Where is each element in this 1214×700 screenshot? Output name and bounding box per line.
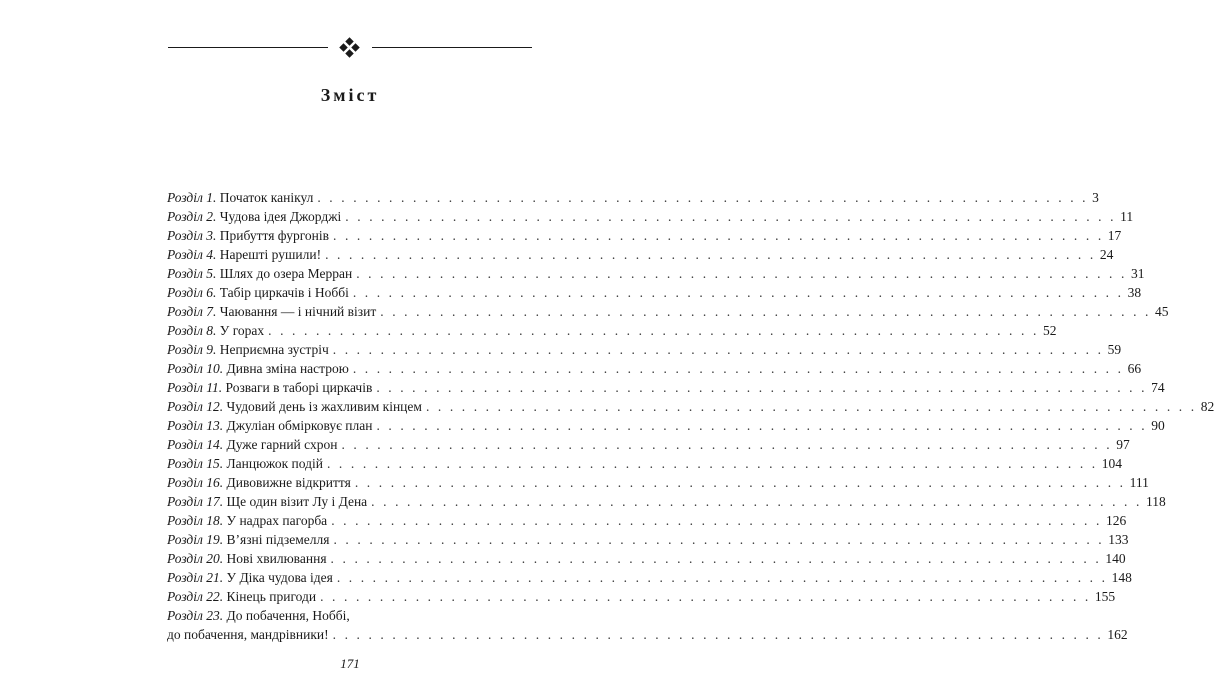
- toc-entry: [167, 492, 1166, 511]
- toc-entry: [167, 473, 1149, 492]
- chapter-page-number: 104: [1101, 456, 1122, 471]
- dot-leader: . . . . . . . . . . . . . . . . . . . . . . . . . . . . . . . . . . . . . . . . . . . . . . . . . . . . . . . . . . . . . . . . .: [352, 285, 1124, 300]
- toc-entry: [167, 188, 1099, 207]
- chapter-label: Розділ 7.: [167, 304, 217, 319]
- header-ornament: [168, 38, 532, 58]
- chapter-label: Розділ 17.: [167, 494, 224, 509]
- dot-leader: . . . . . . . . . . . . . . . . . . . . . . . . . . . . . . . . . . . . . . . . . . . . . . . . . . . . . . . . . . . . . . . . .: [333, 532, 1105, 547]
- chapter-title: У Діка чудова ідея: [226, 570, 333, 585]
- chapter-title: У надрах пагорба: [226, 513, 328, 528]
- chapter-page-number: 74: [1151, 380, 1165, 395]
- dot-leader: . . . . . . . . . . . . . . . . . . . . . . . . . . . . . . . . . . . . . . . . . . . . . . . . . . . . . . . . . . . . . . . . .: [376, 418, 1148, 433]
- toc-entry: [167, 416, 1165, 435]
- dot-leader: . . . . . . . . . . . . . . . . . . . . . . . . . . . . . . . . . . . . . . . . . . . . . . . . . . . . . . . . . . . . . . . . .: [354, 475, 1126, 490]
- page-title: Зміст: [320, 85, 380, 105]
- chapter-page-number: 97: [1116, 437, 1130, 452]
- ornament-rule-left: [168, 47, 328, 48]
- chapter-page-number: 52: [1042, 323, 1057, 338]
- chapter-title: Початок канікул: [219, 190, 314, 205]
- chapter-title: Чудовий день із жахливим кінцем: [226, 399, 422, 414]
- dot-leader: . . . . . . . . . . . . . . . . . . . . . . . . . . . . . . . . . . . . . . . . . . . . . . . . . . . . . . . . . . . . . . . . .: [380, 304, 1152, 319]
- page-number: 171: [340, 656, 360, 671]
- chapter-label: Розділ 14.: [167, 437, 224, 452]
- toc-entry: [167, 359, 1142, 378]
- dot-leader: . . . . . . . . . . . . . . . . . . . . . . . . . . . . . . . . . . . . . . . . . . . . . . . . . . . . . . . . . . . . . . . . .: [356, 266, 1127, 281]
- chapter-page-number: 133: [1108, 532, 1129, 547]
- chapter-label: Розділ 21.: [167, 570, 224, 585]
- chapter-label: Розділ 4.: [167, 247, 217, 262]
- dot-leader: . . . . . . . . . . . . . . . . . . . . . . . . . . . . . . . . . . . . . . . . . . . . . . . . . . . . . . . . . . . . . . . . .: [317, 190, 1089, 205]
- dot-leader: . . . . . . . . . . . . . . . . . . . . . . . . . . . . . . . . . . . . . . . . . . . . . . . . . . . . . . . . . . . . . . . . .: [332, 627, 1104, 642]
- chapter-page-number: 111: [1129, 475, 1149, 490]
- dot-leader: . . . . . . . . . . . . . . . . . . . . . . . . . . . . . . . . . . . . . . . . . . . . . . . . . . . . . . . . . . . . . . . . .: [332, 342, 1104, 357]
- dot-leader: . . . . . . . . . . . . . . . . . . . . . . . . . . . . . . . . . . . . . . . . . . . . . . . . . . . . . . . . . . . . . . . . .: [326, 456, 1098, 471]
- toc-entry: [167, 549, 1126, 568]
- ornament-rule-right: [372, 47, 532, 48]
- chapter-title: Табір циркачів і Ноббі: [219, 285, 349, 300]
- chapter-page-number: 148: [1111, 570, 1132, 585]
- chapter-page-number: 66: [1127, 361, 1142, 376]
- toc-entry: [167, 340, 1122, 359]
- chapter-label: Розділ 11.: [167, 380, 223, 395]
- chapter-label: Розділ 22.: [167, 589, 224, 604]
- dot-leader: . . . . . . . . . . . . . . . . . . . . . . . . . . . . . . . . . . . . . . . . . . . . . . . . . . . . . . . . . . . . . . . . .: [331, 513, 1102, 528]
- chapter-title: Шлях до озера Мерран: [219, 266, 353, 281]
- chapter-label: Розділ 19.: [167, 532, 224, 547]
- chapter-page-number: 45: [1155, 304, 1169, 319]
- chapter-title: Дивна зміна настрою: [226, 361, 349, 376]
- chapter-page-number: 17: [1107, 228, 1122, 243]
- diamond-ornament-icon: [335, 38, 365, 58]
- toc-entry: [167, 378, 1165, 397]
- chapter-page-number: 82: [1200, 399, 1214, 414]
- chapter-page-number: 126: [1105, 513, 1127, 528]
- dot-leader: . . . . . . . . . . . . . . . . . . . . . . . . . . . . . . . . . . . . . . . . . . . . . . . . . . . . . . . . . . . . . . . . .: [330, 551, 1102, 566]
- chapter-page-number: 24: [1099, 247, 1114, 262]
- chapter-title: Розваги в таборі циркачів: [225, 380, 373, 395]
- chapter-label: Розділ 20.: [167, 551, 224, 566]
- chapter-title: Ще один візит Лу і Дена: [226, 494, 368, 509]
- chapter-label: Розділ 8.: [167, 323, 217, 338]
- dot-leader: . . . . . . . . . . . . . . . . . . . . . . . . . . . . . . . . . . . . . . . . . . . . . . . . . . . . . . . . . . . . . . . . .: [341, 437, 1113, 452]
- chapter-label: Розділ 10.: [167, 361, 224, 376]
- toc-entry: [167, 207, 1134, 226]
- chapter-title: В’язні підземелля: [226, 532, 330, 547]
- dot-leader: . . . . . . . . . . . . . . . . . . . . . . . . . . . . . . . . . . . . . . . . . . . . . . . . . . . . . . . . . . . . . . . . .: [352, 361, 1124, 376]
- chapter-label: Розділ 16.: [167, 475, 224, 490]
- chapter-page-number: 11: [1120, 209, 1134, 224]
- chapter-page-number: 3: [1092, 190, 1099, 205]
- chapter-label: Розділ 9.: [167, 342, 217, 357]
- chapter-label: Розділ 1.: [167, 190, 217, 205]
- chapter-title: У горах: [219, 323, 265, 338]
- chapter-label: Розділ 23.: [167, 608, 224, 623]
- chapter-title: Дивовижне відкриття: [226, 475, 351, 490]
- chapter-title: Прибуття фургонів: [219, 228, 330, 243]
- chapter-title: Чаювання — і нічний візит: [219, 304, 377, 319]
- chapter-label: Розділ 3.: [167, 228, 217, 243]
- chapter-title: Нарешті рушили!: [219, 247, 322, 262]
- chapter-title: Неприємна зустріч: [219, 342, 329, 357]
- chapter-label: Розділ 5.: [167, 266, 217, 281]
- chapter-label: Розділ 18.: [167, 513, 224, 528]
- chapter-label: Розділ 13.: [167, 418, 224, 433]
- dot-leader: . . . . . . . . . . . . . . . . . . . . . . . . . . . . . . . . . . . . . . . . . . . . . . . . . . . . . . . . . . . . . . . . .: [336, 570, 1108, 585]
- toc-entry: [167, 454, 1122, 473]
- chapter-label: Розділ 12.: [167, 399, 224, 414]
- toc-entry: [167, 302, 1169, 321]
- table-of-contents: [167, 188, 1214, 644]
- chapter-title: Ланцюжок подій: [226, 456, 323, 471]
- toc-entry: [167, 435, 1130, 454]
- chapter-title: Джуліан обмірковує план: [226, 418, 373, 433]
- toc-entry: [167, 321, 1057, 340]
- dot-leader: . . . . . . . . . . . . . . . . . . . . . . . . . . . . . . . . . . . . . . . . . . . . . . . . . . . . . . . . . . . . . . . . .: [371, 494, 1142, 509]
- chapter-label: Розділ 15.: [167, 456, 224, 471]
- chapter-title: До побачення, Ноббі,: [226, 608, 350, 623]
- toc-entry: [167, 226, 1122, 245]
- toc-entry: [167, 283, 1142, 302]
- chapter-label: Розділ 6.: [167, 285, 217, 300]
- dot-leader: . . . . . . . . . . . . . . . . . . . . . . . . . . . . . . . . . . . . . . . . . . . . . . . . . . . . . . . . . . . . . . . . .: [333, 228, 1104, 243]
- chapter-title-continuation: до побачення, мандрівники!: [167, 627, 329, 642]
- toc-entry: [167, 511, 1127, 530]
- chapter-page-number: 162: [1107, 627, 1128, 642]
- chapter-page-number: 38: [1127, 285, 1142, 300]
- dot-leader: . . . . . . . . . . . . . . . . . . . . . . . . . . . . . . . . . . . . . . . . . . . . . . . . . . . . . . . . . . . . . . . . .: [268, 323, 1039, 338]
- chapter-title: Дуже гарний схрон: [226, 437, 338, 452]
- toc-entry: [167, 397, 1214, 416]
- chapter-page-number: 140: [1105, 551, 1126, 566]
- toc-entry: [167, 587, 1116, 606]
- toc-entry: [167, 264, 1145, 283]
- chapter-title: Кінець пригоди: [226, 589, 317, 604]
- dot-leader: . . . . . . . . . . . . . . . . . . . . . . . . . . . . . . . . . . . . . . . . . . . . . . . . . . . . . . . . . . . . . . . . .: [345, 209, 1117, 224]
- chapter-title: Чудова ідея Джорджі: [219, 209, 342, 224]
- chapter-title: Нові хвилювання: [226, 551, 327, 566]
- chapter-page-number: 118: [1145, 494, 1166, 509]
- toc-entry: [167, 606, 531, 625]
- chapter-page-number: 31: [1130, 266, 1145, 281]
- toc-entry: [167, 530, 1129, 549]
- toc-entry-continuation: [167, 625, 1128, 644]
- chapter-page-number: 90: [1151, 418, 1165, 433]
- dot-leader: . . . . . . . . . . . . . . . . . . . . . . . . . . . . . . . . . . . . . . . . . . . . . . . . . . . . . . . . . . . . . . . . .: [320, 589, 1091, 604]
- chapter-label: Розділ 2.: [167, 209, 217, 224]
- chapter-page-number: 155: [1094, 589, 1116, 604]
- dot-leader: . . . . . . . . . . . . . . . . . . . . . . . . . . . . . . . . . . . . . . . . . . . . . . . . . . . . . . . . . . . . . . . . .: [376, 380, 1148, 395]
- dot-leader: . . . . . . . . . . . . . . . . . . . . . . . . . . . . . . . . . . . . . . . . . . . . . . . . . . . . . . . . . . . . . . . . .: [425, 399, 1197, 414]
- dot-leader: . . . . . . . . . . . . . . . . . . . . . . . . . . . . . . . . . . . . . . . . . . . . . . . . . . . . . . . . . . . . . . . . .: [325, 247, 1096, 262]
- toc-entry: [167, 568, 1132, 587]
- toc-entry: [167, 245, 1114, 264]
- chapter-page-number: 59: [1107, 342, 1122, 357]
